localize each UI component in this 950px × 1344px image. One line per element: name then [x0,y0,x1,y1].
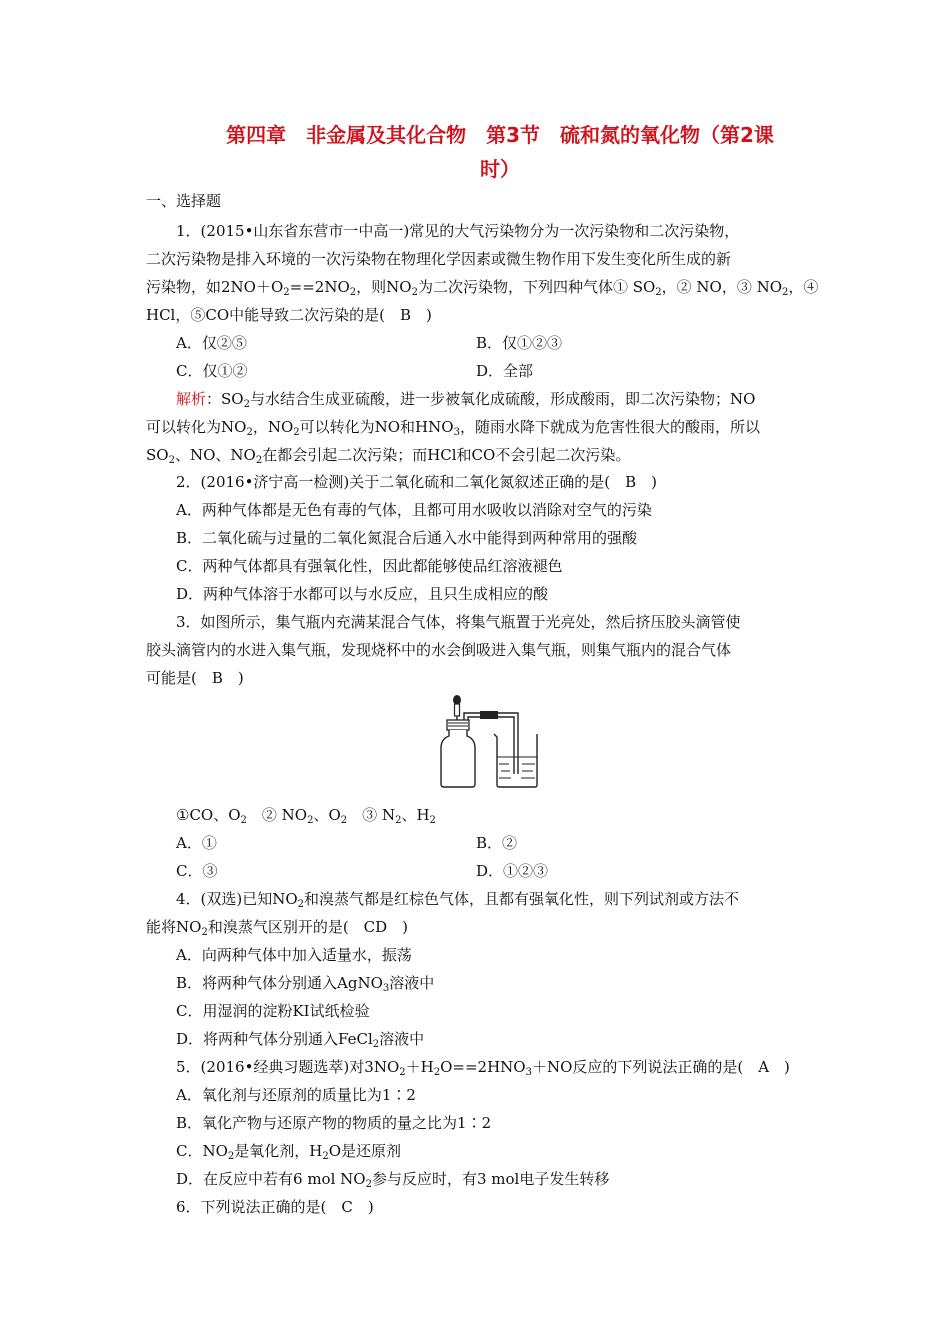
apparatus-figure [438,694,542,790]
q1-option-d: D．全部 [476,362,534,380]
q2-option-d: D．两种气体溶于水都可以与水反应，且只生成相应的酸 [176,585,549,603]
q5-option-c: C．$NO_2$是氧化剂，$H_2O$是还原剂 [176,1142,402,1162]
q4-line2: 能将$NO_2$和溴蒸气区别开的是( CD ) [146,918,409,938]
page-title-line2: 时） [480,157,520,181]
q4-option-c: C．用湿润的淀粉KI试纸检验 [176,1002,370,1020]
q3-option-c: C．③ [176,862,218,880]
q1-analysis-line1: 解析：$SO_2$与水结合生成亚硫酸，进一步被氧化成硫酸，形成酸雨，即二次污染物；NO [176,390,756,410]
q4-line1: 4．(双选)已知$NO_2$和溴蒸气都是红棕色气体，且都有强氧化性，则下列试剂或方法不 [176,890,740,910]
beaker-icon [494,734,537,787]
q3-option-a: A．① [176,834,217,852]
q5-option-b: B．氧化产物与还原产物的物质的量之比为1∶2 [176,1114,492,1132]
q2-option-b: B．二氧化硫与过量的二氧化氮混合后通入水中能得到两种常用的强酸 [176,529,638,547]
q1-option-b: B．仅①②③ [476,334,563,352]
q1-line4: HCl，⑤CO中能导致二次污染的是( B ) [146,306,432,324]
q5-stem: 5．(2016•经典习题选萃)对$3NO_2+H_2O==2HNO_3+NO$反应的下列说法正确的是( A ) [176,1058,790,1078]
q6-stem: 6．下列说法正确的是( C ) [176,1198,374,1216]
q1-line1: 1．(2015•山东省东营市一中高一)常见的大气污染物分为一次污染物和二次污染物， [176,222,740,240]
q4-option-a: A．向两种气体中加入适量水，振荡 [176,946,412,964]
page-title-line1: 第四章 非金属及其化合物 第3节 硫和氮的氧化物（第2课 [226,123,774,147]
q2-option-a: A．两种气体都是无色有毒的气体，且都可用水吸收以消除对空气的污染 [176,501,652,519]
gas-bottle-icon [441,730,475,787]
stopper-icon [447,720,469,730]
q2-stem: 2．(2016•济宁高一检测)关于二氧化硫和二氧化氮叙述正确的是( B ) [176,473,657,491]
q3-line1: 3．如图所示，集气瓶内充满某混合气体，将集气瓶置于光亮处，然后挤压胶头滴管使 [176,613,741,631]
q3-gas-list: ①CO、$O_2$ ② $NO_2$、$O_2$ ③ $N_2$、$H_2$ [176,806,436,826]
q4-option-b: B．将两种气体分别通入AgNO$_3$溶液中 [176,974,435,994]
q1-analysis-line3: $SO_2$、NO、$NO_2$在都会引起二次污染；而HCl和CO不会引起二次污染。 [146,446,631,466]
q2-option-c: C．两种气体都具有强氧化性，因此都能够使品红溶液褪色 [176,557,563,575]
q1-line3: 污染物，如$2NO+O_2==2NO_2$，则$NO_2$为二次污染物，下列四种气体① $SO_2$，② NO，③ $NO_2$，④ [146,278,819,298]
q5-option-a: A．氧化剂与还原剂的质量比为1∶2 [176,1086,416,1104]
section-heading: 一、选择题 [146,192,222,210]
q1-option-c: C．仅①② [176,362,248,380]
q3-option-b: B．② [476,834,518,852]
q1-option-a: A．仅②⑤ [176,334,247,352]
q3-option-d: D．①②③ [476,862,549,880]
q1-line2: 二次污染物是排入环境的一次污染物在物理化学因素或微生物作用下发生变化所生成的新 [146,250,732,268]
q3-line3: 可能是( B ) [146,669,244,687]
q4-option-d: D．将两种气体分别通入FeCl$_2$溶液中 [176,1030,425,1050]
q5-option-d: D．在反应中若有6 mol $NO_2$参与反应时，有3 mol电子发生转移 [176,1170,610,1190]
analysis-label: 解析 [176,390,207,408]
q1-analysis-line2: 可以转化为$NO_2$，$NO_2$可以转化为NO和$HNO_3$，随雨水降下就成为危害性很大的酸雨，所以 [146,418,760,438]
q3-line2: 胶头滴管内的水进入集气瓶，发现烧杯中的水会倒吸进入集气瓶，则集气瓶内的混合气体 [146,641,732,659]
